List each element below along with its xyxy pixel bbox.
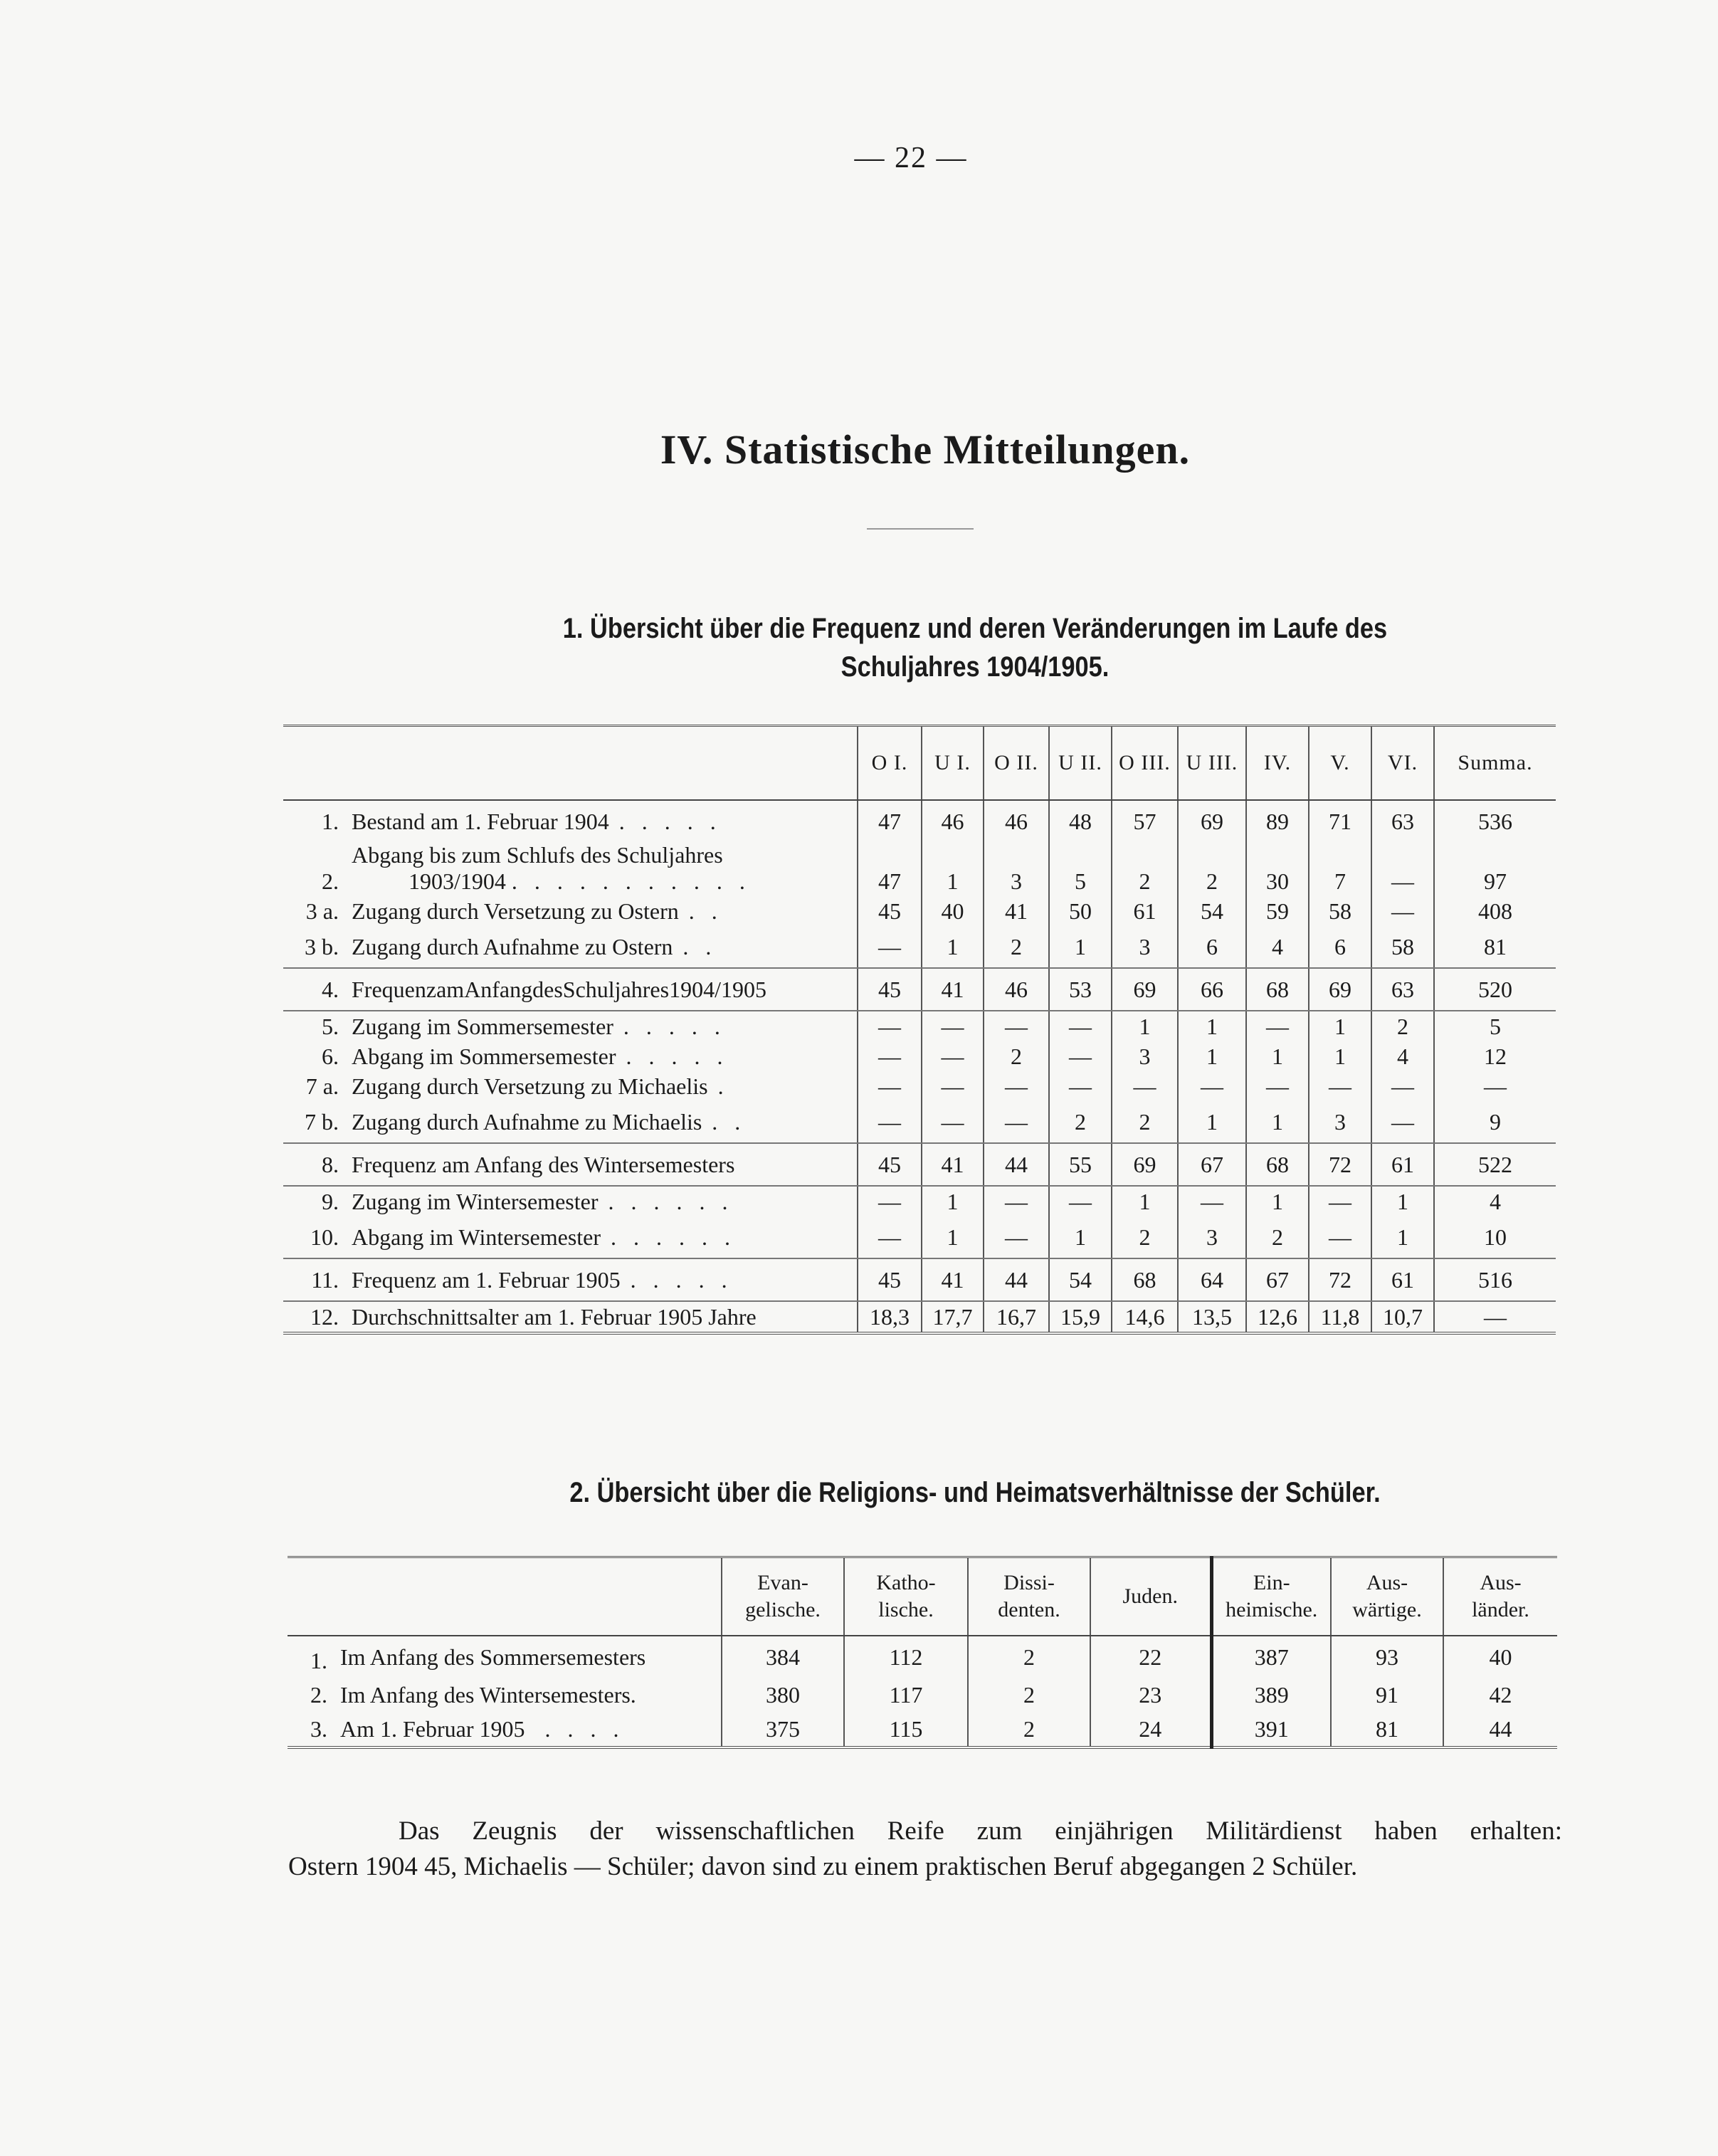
table-cell: 10,7 (1371, 1301, 1434, 1333)
col-header-line1: Aus- (1366, 1571, 1408, 1594)
row-label-line2: 1903/1904 (409, 868, 506, 894)
table-cell: 112 (844, 1636, 968, 1678)
table-cell: — (1049, 1011, 1112, 1041)
table-cell: 68 (1246, 968, 1309, 1011)
table-cell: 1 (1246, 1041, 1309, 1071)
table-cell: 6 (1309, 926, 1371, 968)
table-cell: 4 (1434, 1186, 1556, 1216)
row-label-cell (349, 968, 858, 1011)
table-row (283, 1301, 1556, 1333)
leader-dots: . . (683, 933, 717, 959)
table-cell: 2 (984, 1041, 1049, 1071)
table-cell: 47 (858, 800, 922, 836)
row-label-cell (337, 1678, 722, 1712)
row-label: Im Anfang des Sommersemesters (340, 1644, 646, 1670)
table-cell: 12 (1434, 1041, 1556, 1071)
table-cell: 66 (1178, 968, 1246, 1011)
table-cell: 58 (1309, 896, 1371, 926)
table-cell: — (922, 1071, 984, 1101)
table-cell: 2 (984, 926, 1049, 968)
table-cell: 12,6 (1246, 1301, 1309, 1333)
row-label: Durchschnittsalter am 1. Februar 1905 Jahre (352, 1303, 757, 1330)
row-label-cell (349, 1143, 858, 1186)
row-label: Bestand am 1. Februar 1904 (352, 808, 609, 834)
row-label: Zugang durch Aufnahme zu Ostern (352, 933, 673, 959)
row-number: 11. (283, 1258, 349, 1301)
table-cell: 45 (858, 1258, 922, 1301)
row-label: Frequenz am 1. Februar 1905 (352, 1266, 621, 1293)
table-cell: 516 (1434, 1258, 1556, 1301)
table-cell: 69 (1309, 968, 1371, 1011)
col-header-line1: Ein- (1253, 1571, 1290, 1594)
table-row (283, 968, 1556, 1011)
row-label: Im Anfang des Wintersemesters. (340, 1681, 636, 1708)
row-label-cell (349, 836, 858, 896)
table-cell: 1 (922, 1186, 984, 1216)
table-cell: 63 (1371, 800, 1434, 836)
table-cell: 1 (1246, 1101, 1309, 1143)
table-cell: 69 (1112, 968, 1178, 1011)
table-cell: — (1246, 1071, 1309, 1101)
leader-dots: . . . . . (626, 1043, 729, 1069)
table-cell: 91 (1331, 1678, 1443, 1712)
table-cell: 3 (1112, 926, 1178, 968)
header-label-blank (337, 1557, 722, 1636)
table-cell: 2 (1178, 836, 1246, 896)
table-cell: — (858, 1011, 922, 1041)
table-cell: 81 (1434, 926, 1556, 968)
row-number: 3 b. (283, 926, 349, 968)
col-header: U III. (1178, 726, 1246, 801)
table-cell: 3 (1178, 1216, 1246, 1258)
table-cell: 13,5 (1178, 1301, 1246, 1333)
col-header-line2: wärtige. (1352, 1598, 1422, 1621)
row-number: 1. (310, 1647, 327, 1673)
table-cell: — (1371, 896, 1434, 926)
table-cell: 536 (1434, 800, 1556, 836)
row-number: 7 a. (305, 1073, 339, 1099)
col-header (1090, 1557, 1211, 1636)
table-cell: 48 (1049, 800, 1112, 836)
table-cell: 387 (1211, 1636, 1331, 1678)
table-cell: 1 (922, 1216, 984, 1258)
table-cell: 68 (1112, 1258, 1178, 1301)
table-cell: 1 (1178, 1101, 1246, 1143)
leader-dots: . (717, 1073, 729, 1099)
table-cell: — (1178, 1186, 1246, 1216)
table-cell: 1 (1309, 1011, 1371, 1041)
table-cell: 1 (1371, 1216, 1434, 1258)
table-cell: 69 (1112, 1143, 1178, 1186)
table-cell: 45 (858, 896, 922, 926)
table-cell: — (922, 1011, 984, 1041)
table-cell: 41 (922, 1258, 984, 1301)
row-number: 6. (322, 1043, 339, 1069)
table-cell: 69 (1178, 800, 1246, 836)
table-cell: 42 (1443, 1678, 1557, 1712)
row-label: Abgang im Sommersemester (352, 1043, 616, 1069)
row-number: 8. (283, 1143, 349, 1186)
leader-dots: . . (688, 898, 723, 924)
col-header-line2: heimische. (1226, 1598, 1318, 1621)
table-cell: — (1246, 1011, 1309, 1041)
row-label-cont (352, 868, 857, 895)
table-cell: — (1178, 1071, 1246, 1101)
row-number: 7 b. (283, 1101, 349, 1143)
table-cell: 41 (984, 896, 1049, 926)
row-number: 10. (283, 1216, 349, 1258)
table-cell: 54 (1178, 896, 1246, 926)
table-cell: — (1434, 1071, 1556, 1101)
row-number: 3. (310, 1715, 327, 1742)
leader-dots: . . . . . . . . . . . (511, 868, 751, 894)
col-header-line1: Juden. (1122, 1584, 1178, 1608)
closing-line1: Das Zeugnis der wissenschaftlichen Reife zum einjährigen Militärdienst haben erhalten: (399, 1816, 1562, 1846)
col-header (1443, 1557, 1557, 1636)
table-cell: — (1049, 1186, 1112, 1216)
leader-dots: . . (712, 1108, 747, 1135)
row-label-cell (349, 800, 858, 836)
table-cell: 59 (1246, 896, 1309, 926)
col-header: U I. (922, 726, 984, 801)
row-label-cell (337, 1636, 722, 1678)
row-number: 3 a. (305, 898, 339, 924)
row-number: 5. (322, 1013, 339, 1039)
table-cell: 44 (984, 1143, 1049, 1186)
row-label-cell (349, 1071, 858, 1101)
table-cell: 2 (1049, 1101, 1112, 1143)
table-cell: 61 (1371, 1143, 1434, 1186)
col-header: O II. (984, 726, 1049, 801)
table1-header-row (283, 726, 1556, 801)
table-cell: 380 (722, 1678, 844, 1712)
row-label: Frequenz am Anfang des Wintersemesters (352, 1151, 735, 1177)
table-cell: 375 (722, 1712, 844, 1747)
table-cell: — (1309, 1216, 1371, 1258)
table-cell: — (858, 1041, 922, 1071)
row-label-cell (349, 1011, 858, 1041)
table-row (283, 1011, 1556, 1041)
table-cell: 1 (922, 836, 984, 896)
table-row (283, 1041, 1556, 1071)
row-label: Zugang im Wintersemester (352, 1188, 599, 1214)
table-cell: 1 (1049, 926, 1112, 968)
table-cell: 1 (922, 926, 984, 968)
table-cell: 63 (1371, 968, 1434, 1011)
table-cell: — (1371, 1101, 1434, 1143)
table-cell: 391 (1211, 1712, 1331, 1747)
table-row (288, 1678, 1557, 1712)
table-cell: 67 (1246, 1258, 1309, 1301)
col-header-line1: Evan- (757, 1571, 808, 1594)
table-cell: 5 (1049, 836, 1112, 896)
table-cell: 3 (984, 836, 1049, 896)
table-cell: — (858, 1101, 922, 1143)
table-cell: 89 (1246, 800, 1309, 836)
table-cell: 4 (1371, 1041, 1434, 1071)
religion-table (288, 1556, 1557, 1749)
col-header: VI. (1371, 726, 1434, 801)
table-row (283, 926, 1556, 968)
col-header-line2: denten. (998, 1598, 1060, 1621)
table-cell: 1 (1112, 1186, 1178, 1216)
table-cell: 68 (1246, 1143, 1309, 1186)
divider (867, 528, 974, 530)
table-cell: 97 (1434, 836, 1556, 896)
row-number: 2. (322, 868, 339, 894)
leader-dots: . . . . . (623, 1013, 726, 1039)
row-label: Zugang durch Versetzung zu Michaelis (352, 1073, 708, 1099)
table-cell: — (1434, 1301, 1556, 1333)
table-cell: 389 (1211, 1678, 1331, 1712)
table1-heading-line1: 1. Übersicht über die Frequenz und deren Veränderungen im Laufe des (562, 613, 1388, 644)
row-label-cell (349, 896, 858, 926)
table-cell: 46 (984, 968, 1049, 1011)
table-cell: — (984, 1071, 1049, 1101)
table-cell: 408 (1434, 896, 1556, 926)
row-number: 1. (322, 808, 339, 834)
table-row (288, 1636, 1557, 1678)
table-cell: 1 (1246, 1186, 1309, 1216)
table-cell: 93 (1331, 1636, 1443, 1678)
table-cell: — (1112, 1071, 1178, 1101)
row-label-cell (349, 1101, 858, 1143)
frequency-table (283, 725, 1556, 1335)
table-cell: 9 (1434, 1101, 1556, 1143)
table-cell: 44 (984, 1258, 1049, 1301)
table-cell: — (1371, 1071, 1434, 1101)
table-cell: 18,3 (858, 1301, 922, 1333)
row-label-cell (349, 1186, 858, 1216)
col-header: Summa. (1434, 726, 1556, 801)
table-row (283, 836, 1556, 896)
table-cell: 10 (1434, 1216, 1556, 1258)
table-cell: 3 (1112, 1041, 1178, 1071)
table-cell: 11,8 (1309, 1301, 1371, 1333)
table-cell: — (922, 1101, 984, 1143)
header-blank (288, 1557, 337, 1636)
table-cell: 1 (1049, 1216, 1112, 1258)
table-cell: 4 (1246, 926, 1309, 968)
table-cell: 2 (1371, 1011, 1434, 1041)
table-cell: 24 (1090, 1712, 1211, 1747)
table-cell: — (922, 1041, 984, 1071)
table-cell: 57 (1112, 800, 1178, 836)
table-cell: 115 (844, 1712, 968, 1747)
col-header (844, 1557, 968, 1636)
leader-dots: . . . . . (630, 1266, 733, 1293)
table-cell: 2 (1112, 1101, 1178, 1143)
col-header (1331, 1557, 1443, 1636)
row-label-cell (349, 1216, 858, 1258)
table-cell: 81 (1331, 1712, 1443, 1747)
col-header (722, 1557, 844, 1636)
table-row (283, 1186, 1556, 1216)
col-header (968, 1557, 1090, 1636)
page-number: — 22 — (854, 142, 968, 174)
row-number: 12. (310, 1303, 339, 1330)
table-cell: 30 (1246, 836, 1309, 896)
table-cell: 16,7 (984, 1301, 1049, 1333)
table-cell: 53 (1049, 968, 1112, 1011)
table-cell: — (858, 926, 922, 968)
table-cell: 1 (1178, 1011, 1246, 1041)
leader-dots: . . . . (544, 1715, 625, 1742)
row-label: Abgang bis zum Schlufs des Schuljahres (352, 842, 723, 868)
row-number: 4. (283, 968, 349, 1011)
table-cell: 384 (722, 1636, 844, 1678)
col-header: O I. (858, 726, 922, 801)
table-cell: — (858, 1186, 922, 1216)
table-cell: 50 (1049, 896, 1112, 926)
table-cell: 71 (1309, 800, 1371, 836)
table-cell: 46 (984, 800, 1049, 836)
table-cell: 17,7 (922, 1301, 984, 1333)
col-header-line1: Dissi- (1003, 1571, 1055, 1594)
table-cell: 3 (1309, 1101, 1371, 1143)
table-cell: 55 (1049, 1143, 1112, 1186)
table-row (283, 1143, 1556, 1186)
table-cell: 64 (1178, 1258, 1246, 1301)
table-cell: 520 (1434, 968, 1556, 1011)
col-header-line2: länder. (1472, 1598, 1529, 1621)
table-cell: — (984, 1216, 1049, 1258)
row-label-cell (337, 1712, 722, 1747)
table-cell: — (1049, 1041, 1112, 1071)
table2-header-row (288, 1557, 1557, 1636)
table-cell: 40 (922, 896, 984, 926)
table-row (283, 896, 1556, 926)
table-cell: 61 (1112, 896, 1178, 926)
leader-dots: . . . . . . (611, 1224, 737, 1250)
table-cell: 44 (1443, 1712, 1557, 1747)
col-header-line2: lische. (878, 1598, 934, 1621)
table-cell: 6 (1178, 926, 1246, 968)
header-blank (283, 726, 349, 801)
table-cell: 2 (968, 1678, 1090, 1712)
row-label-cell (349, 1258, 858, 1301)
row-number: 2. (310, 1681, 327, 1708)
closing-line2: Ostern 1904 45, Michaelis — Schüler; davon sind zu einem praktischen Beruf abgegangen 2 Schüler. (288, 1852, 1358, 1881)
table-cell: 2 (1112, 836, 1178, 896)
table-cell: 1 (1371, 1186, 1434, 1216)
col-header (1211, 1557, 1331, 1636)
row-number: 9. (322, 1188, 339, 1214)
table-cell: 2 (1246, 1216, 1309, 1258)
leader-dots: . . . . . (618, 808, 722, 834)
table2-heading: 2. Übersicht über die Religions- und Heimatsverhältnisse der Schüler. (569, 1477, 1381, 1508)
closing-text (288, 1814, 1562, 1885)
table-cell: — (858, 1216, 922, 1258)
table-row (283, 1216, 1556, 1258)
table-cell: 41 (922, 968, 984, 1011)
table-row (283, 1258, 1556, 1301)
table-cell: 117 (844, 1678, 968, 1712)
table-cell: 5 (1434, 1011, 1556, 1041)
table-cell: 45 (858, 1143, 922, 1186)
table1-heading (455, 609, 1495, 686)
header-label-blank (349, 726, 858, 801)
table-cell: 40 (1443, 1636, 1557, 1678)
table-cell: — (1309, 1186, 1371, 1216)
table-cell: 22 (1090, 1636, 1211, 1678)
table-cell: 58 (1371, 926, 1434, 968)
table-cell: 2 (968, 1712, 1090, 1747)
row-label: Abgang im Wintersemester (352, 1224, 601, 1250)
row-label-cell (349, 1301, 858, 1333)
row-label-cell (349, 926, 858, 968)
col-header-line1: Aus- (1480, 1571, 1522, 1594)
row-label: Zugang im Sommersemester (352, 1013, 613, 1039)
table-cell: — (1309, 1071, 1371, 1101)
row-label: Zugang durch Versetzung zu Ostern (352, 898, 679, 924)
table-row (283, 1101, 1556, 1143)
table-cell: 54 (1049, 1258, 1112, 1301)
table1-heading-line2: Schuljahres 1904/1905. (840, 651, 1110, 683)
row-label-cell (349, 1041, 858, 1071)
table-cell: 1 (1309, 1041, 1371, 1071)
table-cell: 72 (1309, 1143, 1371, 1186)
table-cell: — (858, 1071, 922, 1101)
table-cell: — (1371, 836, 1434, 896)
table-cell: 2 (968, 1636, 1090, 1678)
col-header: O III. (1112, 726, 1178, 801)
table-cell: — (984, 1101, 1049, 1143)
table-row (283, 1071, 1556, 1101)
table-cell: 1 (1178, 1041, 1246, 1071)
table-cell: 41 (922, 1143, 984, 1186)
col-header: V. (1309, 726, 1371, 801)
col-header: IV. (1246, 726, 1309, 801)
leader-dots: . . . . . . (608, 1188, 734, 1214)
table-cell: 46 (922, 800, 984, 836)
table-row (283, 800, 1556, 836)
table-cell: 2 (1112, 1216, 1178, 1258)
table-cell: 67 (1178, 1143, 1246, 1186)
table-cell: 15,9 (1049, 1301, 1112, 1333)
table-row (288, 1712, 1557, 1747)
table-cell: — (1049, 1071, 1112, 1101)
table-cell: 1 (1112, 1011, 1178, 1041)
row-label: Zugang durch Aufnahme zu Michaelis (352, 1108, 702, 1135)
table-cell: 522 (1434, 1143, 1556, 1186)
col-header-line1: Katho- (876, 1571, 936, 1594)
table-cell: 47 (858, 836, 922, 896)
table-cell: 72 (1309, 1258, 1371, 1301)
table-cell: — (984, 1186, 1049, 1216)
row-label: Am 1. Februar 1905 (340, 1715, 525, 1742)
table-cell: — (984, 1011, 1049, 1041)
table-cell: 23 (1090, 1678, 1211, 1712)
row-label: FrequenzamAnfangdesSchuljahres1904/1905 (352, 976, 766, 1002)
table-cell: 61 (1371, 1258, 1434, 1301)
col-header: U II. (1049, 726, 1112, 801)
table-cell: 14,6 (1112, 1301, 1178, 1333)
table-cell: 45 (858, 968, 922, 1011)
table-cell: 7 (1309, 836, 1371, 896)
section-title: IV. Statistische Mitteilungen. (660, 426, 1191, 473)
col-header-line2: gelische. (745, 1598, 821, 1621)
